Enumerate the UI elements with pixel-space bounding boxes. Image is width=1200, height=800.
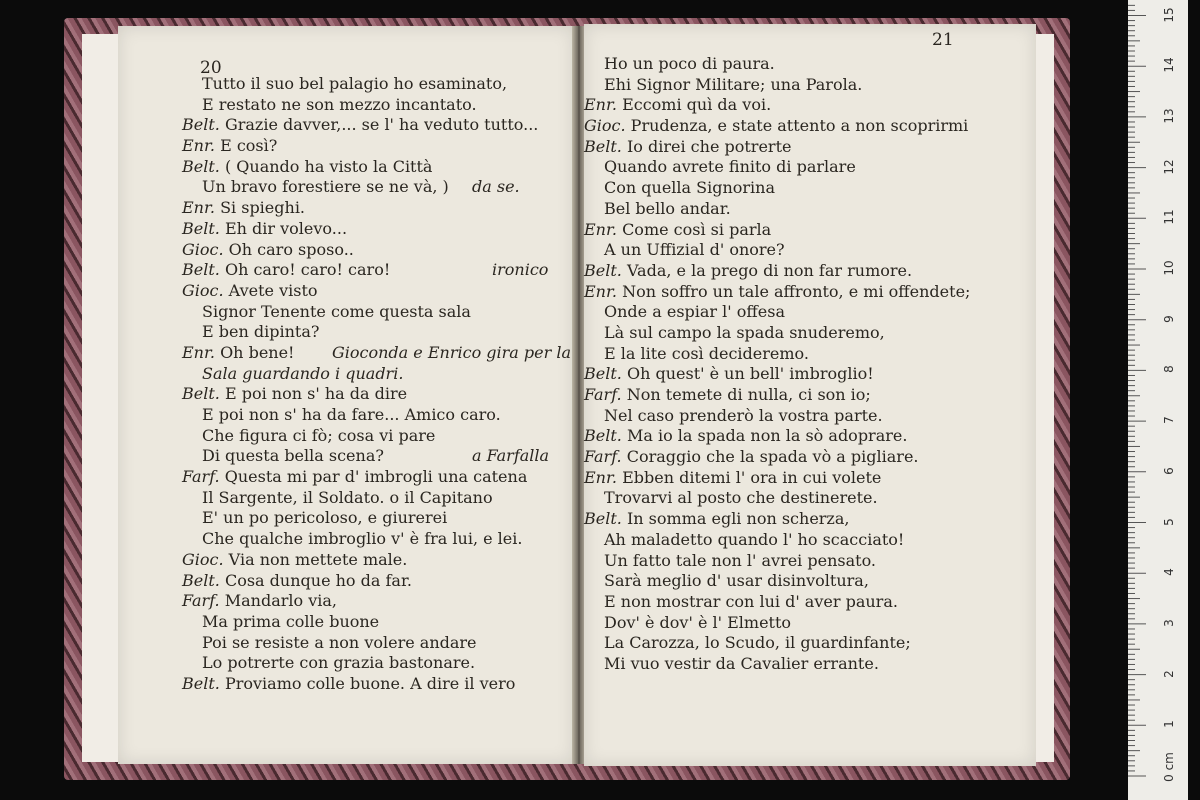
speaker-label: Belt. bbox=[182, 570, 220, 590]
speaker-label: Enr. bbox=[584, 281, 617, 301]
text-line bbox=[584, 530, 970, 551]
text-line bbox=[182, 529, 538, 550]
text-line bbox=[584, 75, 970, 96]
ruler-number: 11 bbox=[1162, 209, 1176, 225]
verse-text: Che figura ci fò; cosa vi pare bbox=[202, 425, 436, 445]
verse-text: Ma prima colle buone bbox=[202, 611, 380, 631]
stage-direction: ironico bbox=[492, 260, 549, 280]
text-line bbox=[584, 509, 970, 530]
ruler-number: 3 bbox=[1162, 619, 1176, 627]
verse-text: Ma io la spada non la sò adoprare. bbox=[626, 426, 908, 446]
verse-text: Non soffro un tale affronto, e mi offendete; bbox=[622, 281, 971, 301]
text-line bbox=[182, 446, 550, 467]
verse-text: Dov' è dov' è l' Elmetto bbox=[604, 612, 792, 632]
verse-text: E poi non s' ha da fare... Amico caro. bbox=[202, 405, 501, 424]
text-line bbox=[182, 260, 549, 281]
verse-text: Con quella Signorina bbox=[604, 178, 776, 198]
speaker-label: Farf. bbox=[182, 591, 220, 611]
verse-text: Mi vuo vestir da Cavalier errante. bbox=[604, 653, 879, 673]
verse-text: Oh caro! caro! caro! bbox=[224, 260, 391, 280]
ruler-number: 8 bbox=[1162, 365, 1176, 374]
text-line bbox=[182, 136, 538, 157]
verse-text: E ben dipinta? bbox=[202, 322, 320, 342]
verse-text: Tutto il suo bel palagio ho esaminato, bbox=[202, 74, 508, 93]
text-line bbox=[182, 550, 538, 571]
verse-text: Signor Tenente come questa sala bbox=[202, 301, 471, 321]
verse-text: Questa mi par d' imbrogli una catena bbox=[224, 467, 528, 487]
verse-text: Bel bello andar. bbox=[604, 198, 731, 218]
verse-text: Là sul campo la spada snuderemo, bbox=[604, 322, 885, 342]
text-line bbox=[182, 219, 538, 240]
speaker-label: Enr. bbox=[182, 198, 215, 218]
speaker-label: Enr. bbox=[584, 95, 617, 115]
text-line bbox=[584, 137, 970, 158]
stage-direction: da se. bbox=[472, 177, 520, 197]
text-line bbox=[182, 364, 538, 385]
verse-text: Onde a espiar l' offesa bbox=[604, 302, 785, 322]
text-line bbox=[584, 261, 970, 282]
verse-text: Nel caso prenderò la vostra parte. bbox=[604, 405, 883, 425]
speaker-label: Belt. bbox=[584, 136, 622, 156]
verse-text: Eccomi quì da voi. bbox=[622, 95, 772, 115]
text-line bbox=[584, 447, 970, 468]
speaker-label: Gioc. bbox=[182, 239, 224, 259]
speaker-label: Belt. bbox=[182, 156, 220, 176]
text-line bbox=[584, 468, 970, 489]
verse-text: In somma egli non scherza, bbox=[626, 509, 850, 529]
verse-text: Ehi Signor Militare; una Parola. bbox=[604, 74, 863, 94]
text-line bbox=[182, 405, 538, 426]
text-line bbox=[584, 426, 970, 447]
page-number-right: 21 bbox=[932, 30, 954, 50]
speaker-label: Belt. bbox=[182, 115, 220, 135]
ruler-number: 4 bbox=[1162, 568, 1176, 577]
left-page bbox=[118, 26, 574, 764]
ruler-number: 1 bbox=[1162, 720, 1176, 729]
text-line bbox=[182, 177, 538, 198]
text-line bbox=[584, 571, 970, 592]
speaker-label: Belt. bbox=[182, 218, 220, 238]
verse-text: Che qualche imbroglio v' è fra lui, e lei. bbox=[202, 529, 523, 549]
text-line bbox=[584, 364, 970, 385]
verse-text: E così? bbox=[220, 136, 278, 156]
ruler-number: 6 bbox=[1162, 466, 1176, 475]
text-line bbox=[584, 116, 970, 137]
text-line bbox=[584, 406, 970, 427]
verse-text: Vada, e la prego di non far rumore. bbox=[626, 260, 913, 280]
text-line bbox=[584, 282, 970, 303]
verse-text: Prudenza, e state attento a non scoprirmi bbox=[630, 116, 969, 136]
text-line bbox=[182, 674, 538, 695]
text-line bbox=[584, 54, 970, 75]
text-line bbox=[584, 344, 970, 365]
text-line bbox=[182, 488, 538, 509]
ruler-number: 10 bbox=[1162, 260, 1176, 276]
text-line bbox=[584, 199, 970, 220]
text-line bbox=[182, 157, 538, 178]
verse-text: Lo potrerte con grazia bastonare. bbox=[202, 653, 476, 673]
right-page bbox=[584, 24, 1036, 766]
stage-direction: a Farfalla bbox=[472, 446, 550, 466]
text-line bbox=[584, 385, 970, 406]
page-number-left: 20 bbox=[200, 58, 222, 78]
verse-text: Oh bene! bbox=[220, 342, 295, 362]
speaker-label: Enr. bbox=[584, 467, 617, 487]
ruler-number: 13 bbox=[1162, 108, 1176, 124]
text-line bbox=[182, 653, 538, 674]
speaker-label: Gioc. bbox=[182, 549, 224, 569]
text-line bbox=[182, 633, 538, 654]
ruler-number: 7 bbox=[1162, 416, 1176, 424]
text-line bbox=[182, 571, 538, 592]
speaker-label: Belt. bbox=[182, 384, 220, 404]
verse-text: Il Sargente, il Soldato. o il Capitano bbox=[202, 487, 493, 507]
verse-text: Quando avrete finito di parlare bbox=[604, 157, 856, 177]
verse-text: E' un po pericoloso, e giurerei bbox=[202, 508, 448, 528]
text-line bbox=[584, 592, 970, 613]
speaker-label: Belt. bbox=[584, 509, 622, 529]
text-line bbox=[584, 178, 970, 199]
text-line bbox=[584, 240, 970, 261]
speaker-label: Belt. bbox=[584, 364, 622, 384]
text-line bbox=[182, 342, 572, 364]
text-line bbox=[182, 115, 538, 136]
text-line bbox=[584, 323, 970, 344]
speaker-label: Gioc. bbox=[182, 280, 224, 300]
text-line bbox=[584, 488, 970, 509]
text-line bbox=[182, 302, 538, 323]
text-line bbox=[182, 74, 538, 95]
speaker-label: Enr. bbox=[584, 219, 617, 239]
speaker-label: Enr. bbox=[182, 342, 215, 362]
text-line bbox=[182, 384, 538, 405]
text-line bbox=[182, 426, 538, 447]
verse-text: Eh dir volevo... bbox=[224, 218, 348, 238]
verse-text: Di questa bella scena? bbox=[202, 446, 384, 466]
verse-text: Ebben ditemi l' ora in cui volete bbox=[622, 467, 882, 487]
verse-text: E la lite così decideremo. bbox=[604, 343, 809, 363]
verse-text: Mandarlo via, bbox=[224, 591, 338, 611]
verse-text: A un Uffizial d' onore? bbox=[604, 240, 785, 260]
speaker-label: Belt. bbox=[182, 673, 220, 693]
text-line bbox=[584, 95, 970, 116]
ruler-number: 12 bbox=[1162, 158, 1176, 175]
verse-text: Un fatto tale non l' avrei pensato. bbox=[604, 550, 877, 570]
speaker-label: Farf. bbox=[584, 385, 622, 404]
verse-text: Proviamo colle buone. A dire il vero bbox=[224, 673, 516, 693]
right-page-text bbox=[584, 54, 970, 675]
verse-text: Come così si parla bbox=[622, 219, 772, 239]
verse-text: Poi se resiste a non volere andare bbox=[202, 632, 477, 652]
speaker-label: Enr. bbox=[182, 136, 215, 156]
verse-text: La Carozza, lo Scudo, il guardinfante; bbox=[604, 633, 911, 653]
text-line bbox=[182, 198, 538, 219]
verse-text: E poi non s' ha da dire bbox=[224, 384, 408, 404]
verse-text: E restato ne son mezzo incantato. bbox=[202, 94, 477, 114]
verse-text: Coraggio che la spada vò a pigliare. bbox=[626, 447, 919, 467]
verse-text: Trovarvi al posto che destinerete. bbox=[604, 488, 878, 508]
text-line bbox=[584, 302, 970, 323]
speaker-label: Belt. bbox=[584, 260, 622, 280]
ruler-number: 2 bbox=[1162, 669, 1176, 678]
verse-text: Sarà meglio d' usar disinvoltura, bbox=[604, 571, 869, 591]
verse-text: Ah maladetto quando l' ho scacciato! bbox=[604, 529, 905, 549]
ruler-number: 9 bbox=[1162, 314, 1176, 323]
verse-text: ( Quando ha visto la Città bbox=[224, 156, 433, 176]
speaker-label: Farf. bbox=[182, 467, 220, 487]
text-line bbox=[584, 633, 970, 654]
ruler-ticks bbox=[1128, 0, 1188, 800]
measuring-ruler bbox=[1128, 0, 1188, 800]
verse-text: Grazie davver,... se l' ha veduto tutto... bbox=[224, 115, 539, 135]
text-line bbox=[182, 240, 538, 261]
text-line bbox=[584, 613, 970, 634]
text-line bbox=[182, 508, 538, 529]
text-line bbox=[584, 220, 970, 241]
verse-text: Un bravo forestiere se ne và, ) bbox=[202, 177, 449, 197]
verse-text: Via non mettete male. bbox=[228, 549, 408, 569]
ruler-unit-label: 0 cm bbox=[1162, 752, 1176, 782]
text-line bbox=[182, 591, 538, 612]
stage-direction: Sala guardando i quadri. bbox=[202, 363, 404, 383]
text-line bbox=[584, 157, 970, 178]
ruler-number: 5 bbox=[1162, 517, 1176, 526]
verse-text: Avete visto bbox=[228, 280, 318, 300]
speaker-label: Belt. bbox=[584, 426, 622, 446]
verse-text: Si spieghi. bbox=[220, 198, 306, 218]
ruler-number: 14 bbox=[1162, 57, 1176, 73]
speaker-label: Belt. bbox=[182, 260, 220, 280]
verse-text: Io direi che potrerte bbox=[626, 136, 792, 156]
verse-text: Ho un poco di paura. bbox=[604, 54, 775, 73]
verse-text: Cosa dunque ho da far. bbox=[224, 570, 412, 590]
ruler-number: 15 bbox=[1162, 6, 1176, 23]
verse-text: Oh quest' è un bell' imbroglio! bbox=[626, 364, 874, 384]
verse-text: Oh caro sposo.. bbox=[228, 239, 354, 259]
text-line bbox=[182, 281, 538, 302]
text-line bbox=[584, 551, 970, 572]
text-line bbox=[182, 467, 538, 488]
text-line bbox=[182, 322, 538, 343]
text-line bbox=[182, 612, 538, 633]
text-line bbox=[584, 654, 970, 675]
verse-text: Non temete di nulla, ci son io; bbox=[626, 385, 871, 404]
speaker-label: Gioc. bbox=[584, 116, 626, 136]
left-page-text bbox=[182, 74, 572, 695]
text-line bbox=[182, 95, 538, 116]
verse-text: E non mostrar con lui d' aver paura. bbox=[604, 591, 898, 611]
stage-direction: Gioconda e Enrico gira per la bbox=[332, 342, 572, 362]
speaker-label: Farf. bbox=[584, 447, 622, 467]
